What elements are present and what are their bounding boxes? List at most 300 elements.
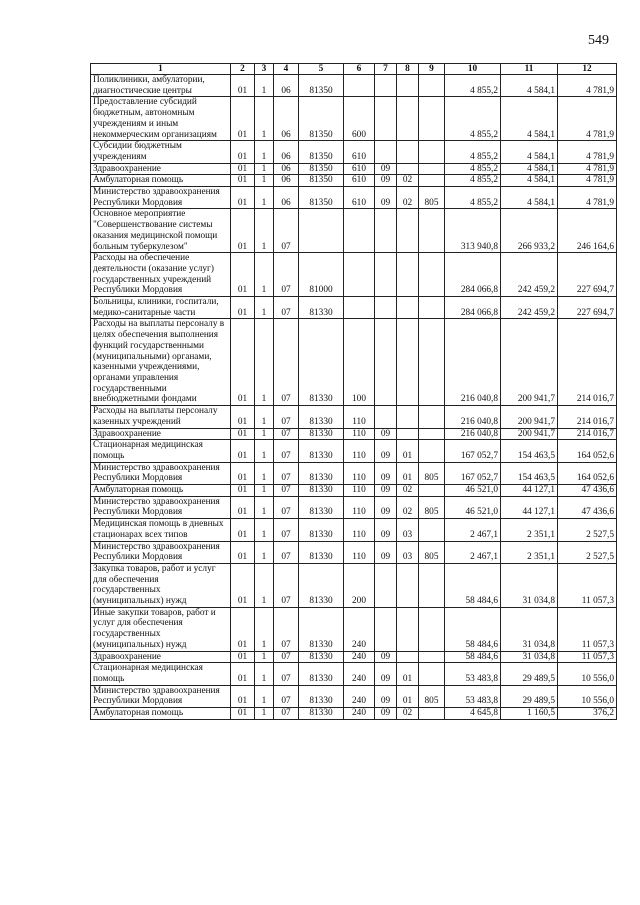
code-cell	[419, 607, 445, 651]
code-cell: 1	[255, 253, 274, 297]
code-cell: 1	[255, 663, 274, 685]
code-cell: 1	[255, 297, 274, 319]
code-cell: 1	[255, 163, 274, 175]
code-cell: 07	[274, 209, 299, 253]
amount-cell: 1 160,5	[501, 708, 558, 720]
code-cell: 81330	[299, 663, 344, 685]
code-cell: 01	[231, 253, 255, 297]
code-cell: 01	[397, 440, 419, 462]
code-cell: 07	[274, 685, 299, 707]
amount-cell: 4 584,1	[501, 187, 558, 209]
code-cell: 07	[274, 541, 299, 563]
code-cell	[397, 141, 419, 163]
row-name-cell: Министерство здравоохранения Республики Мордовия	[91, 462, 231, 484]
amount-cell: 266 933,2	[501, 209, 558, 253]
column-header: 6	[344, 64, 375, 75]
amount-cell: 154 463,5	[501, 440, 558, 462]
code-cell: 110	[344, 462, 375, 484]
code-cell	[397, 651, 419, 663]
code-cell: 81350	[299, 175, 344, 187]
code-cell: 110	[344, 496, 375, 518]
code-cell: 09	[375, 708, 397, 720]
code-cell	[375, 297, 397, 319]
amount-cell: 4 584,1	[501, 175, 558, 187]
code-cell: 805	[419, 462, 445, 484]
code-cell: 02	[397, 187, 419, 209]
amount-cell: 11 057,3	[558, 563, 617, 607]
amount-cell: 29 489,5	[501, 663, 558, 685]
code-cell	[375, 406, 397, 428]
code-cell	[419, 319, 445, 406]
table-row	[91, 651, 617, 663]
code-cell	[419, 209, 445, 253]
code-cell	[344, 297, 375, 319]
code-cell: 01	[231, 75, 255, 97]
code-cell: 01	[231, 708, 255, 720]
code-cell: 09	[375, 462, 397, 484]
amount-cell: 200 941,7	[501, 406, 558, 428]
code-cell: 1	[255, 563, 274, 607]
code-cell: 09	[375, 496, 397, 518]
amount-cell: 4 855,2	[445, 187, 501, 209]
code-cell: 09	[375, 440, 397, 462]
code-cell: 81350	[299, 163, 344, 175]
column-header: 2	[231, 64, 255, 75]
code-cell: 09	[375, 663, 397, 685]
code-cell: 81330	[299, 319, 344, 406]
code-cell: 81000	[299, 253, 344, 297]
code-cell	[419, 708, 445, 720]
code-cell: 01	[231, 563, 255, 607]
code-cell: 805	[419, 541, 445, 563]
table-row	[91, 440, 617, 462]
code-cell: 1	[255, 141, 274, 163]
amount-cell: 284 066,8	[445, 253, 501, 297]
amount-cell: 4 781,9	[558, 175, 617, 187]
code-cell: 01	[397, 462, 419, 484]
code-cell: 09	[375, 541, 397, 563]
code-cell: 240	[344, 663, 375, 685]
code-cell: 1	[255, 97, 274, 141]
table-row	[91, 663, 617, 685]
code-cell	[419, 141, 445, 163]
code-cell: 01	[231, 406, 255, 428]
table-row	[91, 75, 617, 97]
code-cell	[344, 75, 375, 97]
code-cell: 1	[255, 541, 274, 563]
code-cell: 09	[375, 519, 397, 541]
amount-cell: 216 040,8	[445, 406, 501, 428]
amount-cell: 4 781,9	[558, 75, 617, 97]
amount-cell: 53 483,8	[445, 685, 501, 707]
code-cell: 07	[274, 406, 299, 428]
code-cell: 610	[344, 175, 375, 187]
code-cell: 81330	[299, 563, 344, 607]
code-cell: 81350	[299, 97, 344, 141]
table-row	[91, 406, 617, 428]
code-cell: 200	[344, 563, 375, 607]
code-cell: 110	[344, 485, 375, 497]
code-cell: 01	[397, 685, 419, 707]
amount-cell: 10 556,0	[558, 663, 617, 685]
code-cell: 06	[274, 175, 299, 187]
code-cell: 02	[397, 485, 419, 497]
amount-cell: 216 040,8	[445, 428, 501, 440]
code-cell	[344, 253, 375, 297]
row-name-cell: Здравоохранение	[91, 428, 231, 440]
code-cell	[419, 519, 445, 541]
table-row	[91, 175, 617, 187]
amount-cell: 200 941,7	[501, 319, 558, 406]
code-cell	[299, 209, 344, 253]
row-name-cell: Иные закупки товаров, работ и услуг для обеспечения государственных (муниципальных) нужд	[91, 607, 231, 651]
code-cell: 610	[344, 141, 375, 163]
amount-cell: 58 484,6	[445, 651, 501, 663]
amount-cell: 4 855,2	[445, 97, 501, 141]
code-cell: 1	[255, 651, 274, 663]
code-cell: 01	[397, 663, 419, 685]
code-cell: 01	[231, 163, 255, 175]
row-name-cell: Министерство здравоохранения Республики Мордовия	[91, 496, 231, 518]
code-cell	[419, 485, 445, 497]
table-row	[91, 187, 617, 209]
table-row	[91, 141, 617, 163]
code-cell	[397, 319, 419, 406]
code-cell: 07	[274, 663, 299, 685]
code-cell: 81350	[299, 75, 344, 97]
code-cell: 805	[419, 496, 445, 518]
code-cell: 09	[375, 485, 397, 497]
code-cell: 07	[274, 485, 299, 497]
code-cell: 06	[274, 163, 299, 175]
code-cell	[344, 209, 375, 253]
code-cell: 110	[344, 440, 375, 462]
amount-cell: 58 484,6	[445, 563, 501, 607]
amount-cell: 31 034,8	[501, 607, 558, 651]
code-cell	[419, 651, 445, 663]
amount-cell: 2 527,5	[558, 541, 617, 563]
column-header: 10	[445, 64, 501, 75]
row-name-cell: Амбулаторная помощь	[91, 485, 231, 497]
row-name-cell: Расходы на выплаты персоналу в целях обеспечения выполнения функций государственными (муниципальными) органами, казенными учреждениями, органами управления государственными внебюджетными фондами	[91, 319, 231, 406]
code-cell: 1	[255, 462, 274, 484]
code-cell	[397, 97, 419, 141]
code-cell	[397, 253, 419, 297]
code-cell: 07	[274, 253, 299, 297]
code-cell: 81350	[299, 141, 344, 163]
code-cell: 01	[231, 175, 255, 187]
code-cell: 07	[274, 708, 299, 720]
table-row	[91, 485, 617, 497]
column-header: 11	[501, 64, 558, 75]
code-cell: 81330	[299, 651, 344, 663]
code-cell: 805	[419, 685, 445, 707]
amount-cell: 4 855,2	[445, 175, 501, 187]
code-cell	[397, 428, 419, 440]
page-number: 549	[588, 33, 609, 48]
amount-cell: 47 436,6	[558, 485, 617, 497]
column-header: 9	[419, 64, 445, 75]
table-row	[91, 496, 617, 518]
code-cell: 81330	[299, 485, 344, 497]
code-cell: 81330	[299, 541, 344, 563]
column-header: 8	[397, 64, 419, 75]
amount-cell: 2 467,1	[445, 519, 501, 541]
amount-cell: 11 057,3	[558, 651, 617, 663]
code-cell: 02	[397, 708, 419, 720]
amount-cell: 10 556,0	[558, 685, 617, 707]
code-cell	[397, 209, 419, 253]
code-cell	[375, 319, 397, 406]
code-cell: 81330	[299, 462, 344, 484]
amount-cell: 200 941,7	[501, 428, 558, 440]
amount-cell: 227 694,7	[558, 253, 617, 297]
code-cell: 1	[255, 519, 274, 541]
code-cell: 03	[397, 519, 419, 541]
code-cell: 09	[375, 685, 397, 707]
code-cell: 06	[274, 187, 299, 209]
header-row	[91, 64, 617, 75]
amount-cell: 44 127,1	[501, 485, 558, 497]
amount-cell: 4 781,9	[558, 141, 617, 163]
code-cell: 01	[231, 685, 255, 707]
amount-cell: 4 781,9	[558, 187, 617, 209]
amount-cell: 46 521,0	[445, 496, 501, 518]
code-cell	[375, 141, 397, 163]
code-cell: 01	[231, 428, 255, 440]
code-cell: 81330	[299, 406, 344, 428]
code-cell: 01	[231, 496, 255, 518]
code-cell: 240	[344, 708, 375, 720]
row-name-cell: Закупка товаров, работ и услуг для обеспечения государственных (муниципальных) нужд	[91, 563, 231, 607]
code-cell: 81330	[299, 440, 344, 462]
code-cell: 07	[274, 496, 299, 518]
row-name-cell: Стационарная медицинская помощь	[91, 440, 231, 462]
amount-cell: 214 016,7	[558, 406, 617, 428]
amount-cell: 4 645,8	[445, 708, 501, 720]
amount-cell: 242 459,2	[501, 297, 558, 319]
row-name-cell: Министерство здравоохранения Республики Мордовия	[91, 187, 231, 209]
row-name-cell: Стационарная медицинская помощь	[91, 663, 231, 685]
code-cell: 1	[255, 440, 274, 462]
code-cell: 01	[231, 97, 255, 141]
code-cell	[375, 209, 397, 253]
code-cell	[419, 297, 445, 319]
code-cell: 07	[274, 563, 299, 607]
code-cell: 1	[255, 75, 274, 97]
code-cell: 1	[255, 319, 274, 406]
table-row	[91, 253, 617, 297]
amount-cell: 164 052,6	[558, 462, 617, 484]
code-cell	[375, 97, 397, 141]
amount-cell: 4 584,1	[501, 163, 558, 175]
row-name-cell: Расходы на обеспечение деятельности (оказание услуг) государственных учреждений Республики Мордовия	[91, 253, 231, 297]
code-cell: 01	[231, 651, 255, 663]
column-header: 4	[274, 64, 299, 75]
amount-cell: 47 436,6	[558, 496, 617, 518]
code-cell	[419, 253, 445, 297]
amount-cell: 46 521,0	[445, 485, 501, 497]
table-row	[91, 708, 617, 720]
amount-cell: 4 584,1	[501, 75, 558, 97]
column-header: 3	[255, 64, 274, 75]
row-name-cell: Субсидии бюджетным учреждениям	[91, 141, 231, 163]
budget-table	[90, 63, 617, 720]
code-cell: 09	[375, 428, 397, 440]
amount-cell: 313 940,8	[445, 209, 501, 253]
code-cell: 110	[344, 428, 375, 440]
row-name-cell: Больницы, клиники, госпитали, медико-санитарные части	[91, 297, 231, 319]
amount-cell: 227 694,7	[558, 297, 617, 319]
table-body	[91, 75, 617, 720]
amount-cell: 167 052,7	[445, 440, 501, 462]
code-cell: 06	[274, 75, 299, 97]
amount-cell: 214 016,7	[558, 428, 617, 440]
code-cell: 1	[255, 685, 274, 707]
code-cell: 09	[375, 651, 397, 663]
code-cell: 07	[274, 440, 299, 462]
amount-cell: 29 489,5	[501, 685, 558, 707]
code-cell: 610	[344, 187, 375, 209]
amount-cell: 216 040,8	[445, 319, 501, 406]
code-cell: 01	[231, 519, 255, 541]
row-name-cell: Здравоохранение	[91, 651, 231, 663]
table-row	[91, 462, 617, 484]
code-cell	[397, 607, 419, 651]
row-name-cell: Амбулаторная помощь	[91, 708, 231, 720]
code-cell: 1	[255, 406, 274, 428]
table-row	[91, 319, 617, 406]
code-cell: 1	[255, 485, 274, 497]
code-cell	[375, 253, 397, 297]
code-cell: 07	[274, 651, 299, 663]
code-cell: 81330	[299, 685, 344, 707]
amount-cell: 2 527,5	[558, 519, 617, 541]
code-cell: 07	[274, 607, 299, 651]
table-row	[91, 209, 617, 253]
code-cell: 01	[231, 297, 255, 319]
code-cell: 81350	[299, 187, 344, 209]
amount-cell: 154 463,5	[501, 462, 558, 484]
code-cell: 1	[255, 175, 274, 187]
row-name-cell: Основное мероприятие "Совершенствование системы оказания медицинской помощи больным туберкулезом"	[91, 209, 231, 253]
code-cell: 06	[274, 141, 299, 163]
amount-cell: 167 052,7	[445, 462, 501, 484]
code-cell: 01	[231, 209, 255, 253]
code-cell	[419, 563, 445, 607]
code-cell: 01	[231, 462, 255, 484]
table-row	[91, 97, 617, 141]
table-row	[91, 163, 617, 175]
code-cell: 81330	[299, 496, 344, 518]
code-cell: 01	[231, 141, 255, 163]
amount-cell: 31 034,8	[501, 651, 558, 663]
code-cell: 81330	[299, 708, 344, 720]
column-header: 5	[299, 64, 344, 75]
code-cell	[419, 440, 445, 462]
table-row	[91, 297, 617, 319]
amount-cell: 246 164,6	[558, 209, 617, 253]
row-name-cell: Амбулаторная помощь	[91, 175, 231, 187]
code-cell: 07	[274, 428, 299, 440]
amount-cell: 4 584,1	[501, 141, 558, 163]
code-cell: 81330	[299, 607, 344, 651]
code-cell: 110	[344, 541, 375, 563]
row-name-cell: Расходы на выплаты персоналу казенных учреждений	[91, 406, 231, 428]
code-cell: 81330	[299, 519, 344, 541]
amount-cell: 242 459,2	[501, 253, 558, 297]
code-cell: 81330	[299, 297, 344, 319]
row-name-cell: Здравоохранение	[91, 163, 231, 175]
code-cell: 600	[344, 97, 375, 141]
code-cell: 09	[375, 163, 397, 175]
code-cell: 01	[231, 187, 255, 209]
code-cell: 01	[231, 663, 255, 685]
code-cell: 07	[274, 297, 299, 319]
code-cell	[397, 163, 419, 175]
code-cell	[375, 563, 397, 607]
code-cell	[419, 175, 445, 187]
column-header: 12	[558, 64, 617, 75]
code-cell	[397, 297, 419, 319]
code-cell: 610	[344, 163, 375, 175]
code-cell: 01	[231, 607, 255, 651]
row-name-cell: Предоставление субсидий бюджетным, автономным учреждениям и иным некоммерческим организациям	[91, 97, 231, 141]
table-row	[91, 428, 617, 440]
code-cell: 06	[274, 97, 299, 141]
code-cell	[419, 406, 445, 428]
code-cell: 02	[397, 496, 419, 518]
amount-cell: 31 034,8	[501, 563, 558, 607]
code-cell: 01	[231, 541, 255, 563]
amount-cell: 53 483,8	[445, 663, 501, 685]
table-row	[91, 607, 617, 651]
row-name-cell: Министерство здравоохранения Республики Мордовия	[91, 685, 231, 707]
code-cell: 110	[344, 519, 375, 541]
code-cell	[375, 607, 397, 651]
code-cell: 1	[255, 209, 274, 253]
amount-cell: 4 855,2	[445, 163, 501, 175]
amount-cell: 2 467,1	[445, 541, 501, 563]
code-cell: 110	[344, 406, 375, 428]
code-cell: 07	[274, 462, 299, 484]
table-row	[91, 563, 617, 607]
amount-cell: 4 855,2	[445, 141, 501, 163]
code-cell: 02	[397, 175, 419, 187]
code-cell	[419, 663, 445, 685]
code-cell: 805	[419, 187, 445, 209]
code-cell: 240	[344, 651, 375, 663]
amount-cell: 2 351,1	[501, 541, 558, 563]
code-cell: 81330	[299, 428, 344, 440]
code-cell: 240	[344, 607, 375, 651]
code-cell: 01	[231, 440, 255, 462]
amount-cell: 214 016,7	[558, 319, 617, 406]
amount-cell: 4 781,9	[558, 97, 617, 141]
amount-cell: 44 127,1	[501, 496, 558, 518]
code-cell	[419, 428, 445, 440]
code-cell	[397, 563, 419, 607]
code-cell	[397, 406, 419, 428]
amount-cell: 376,2	[558, 708, 617, 720]
column-header: 7	[375, 64, 397, 75]
code-cell: 09	[375, 187, 397, 209]
table-row	[91, 541, 617, 563]
code-cell: 07	[274, 319, 299, 406]
row-name-cell: Медицинская помощь в дневных стационарах всех типов	[91, 519, 231, 541]
amount-cell: 2 351,1	[501, 519, 558, 541]
amount-cell: 164 052,6	[558, 440, 617, 462]
